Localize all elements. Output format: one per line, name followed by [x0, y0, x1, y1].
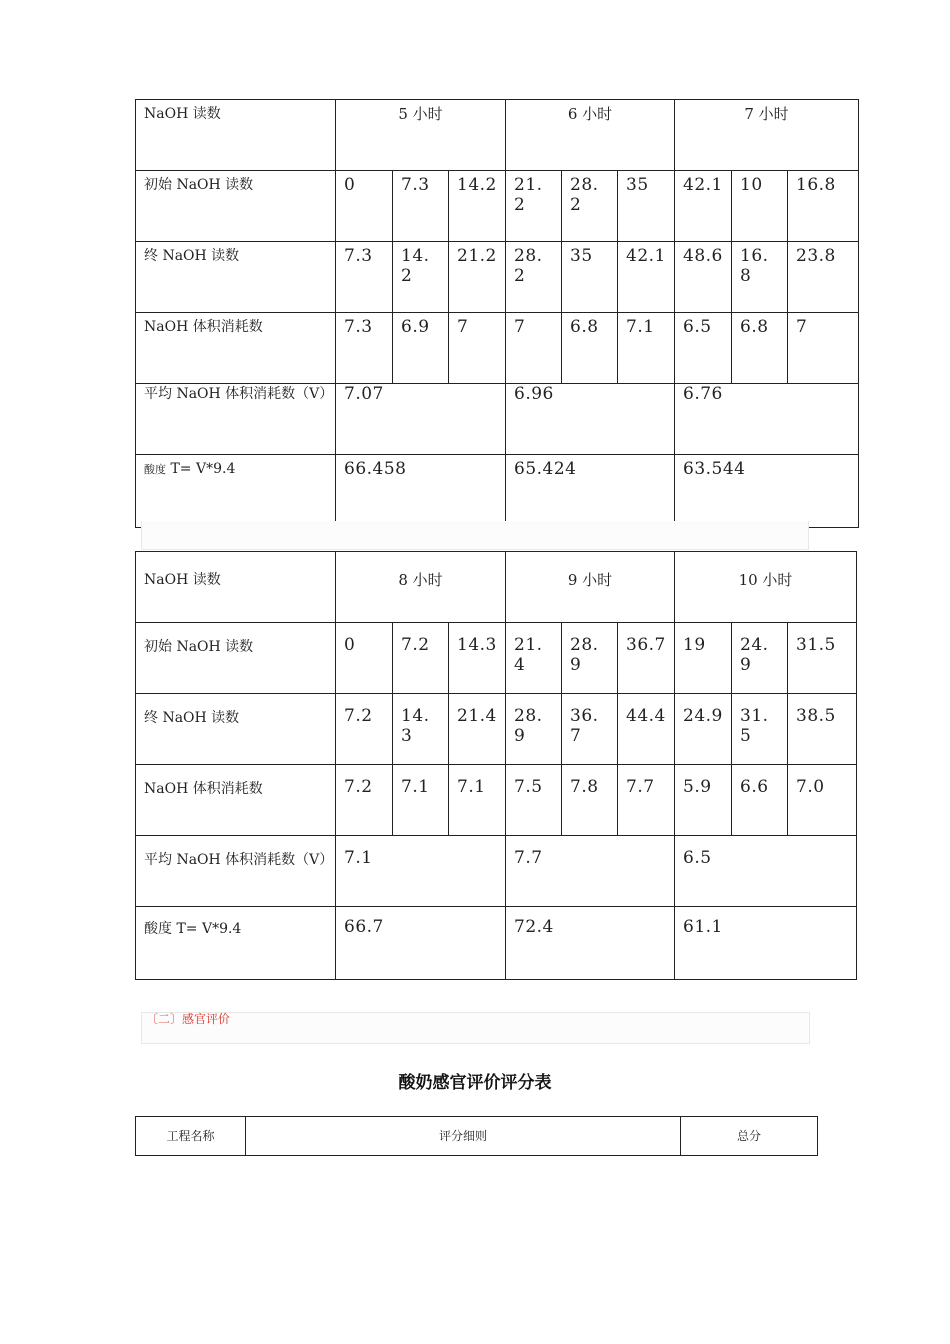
cell: 0 — [336, 171, 393, 242]
cell: 66.458 — [336, 455, 506, 528]
cell: 31.5 — [732, 694, 788, 765]
hour-header: 7 小时 — [675, 100, 859, 171]
cell: 63.544 — [675, 455, 859, 528]
cell: 28.9 — [562, 623, 618, 694]
cell: 28.2 — [562, 171, 618, 242]
cell: 61.1 — [675, 907, 857, 980]
cell: 7 — [449, 313, 506, 384]
cell: 0 — [336, 623, 393, 694]
row-label — [136, 455, 336, 528]
row-label: 终 NaOH 读数 — [136, 242, 336, 313]
cell: 42.1 — [618, 242, 675, 313]
cell: 14.2 — [393, 242, 449, 313]
cell: 35 — [562, 242, 618, 313]
cell: 16.8 — [788, 171, 859, 242]
cell: 5.9 — [675, 765, 732, 836]
cell: 24.9 — [675, 694, 732, 765]
cell: 35 — [618, 171, 675, 242]
row-label: 初始 NaOH 读数 — [136, 623, 336, 694]
row-label: NaOH 读数 — [136, 100, 336, 171]
cell: 6.5 — [675, 313, 732, 384]
acidity-formula: T= V*9.4 — [170, 461, 236, 477]
row-label: NaOH 体积消耗数 — [136, 313, 336, 384]
section-heading: 〔二〕感官评价 — [146, 1012, 231, 1026]
cell: 7.1 — [393, 765, 449, 836]
cell: 7.0 — [788, 765, 857, 836]
cell: 21.4 — [449, 694, 506, 765]
cell: 36.7 — [562, 694, 618, 765]
cell: 6.8 — [562, 313, 618, 384]
cell: 48.6 — [675, 242, 732, 313]
cell: 66.7 — [336, 907, 506, 980]
hour-header: 9 小时 — [506, 552, 675, 623]
cell: 14.3 — [393, 694, 449, 765]
titration-table-2 — [135, 551, 857, 980]
hour-header: 6 小时 — [506, 100, 675, 171]
cell: 7.7 — [618, 765, 675, 836]
table-row — [136, 694, 857, 765]
cell: 7.5 — [506, 765, 562, 836]
cell: 14.3 — [449, 623, 506, 694]
page-separator — [141, 1012, 810, 1044]
table-row — [136, 455, 859, 528]
cell: 7.1 — [618, 313, 675, 384]
column-header: 评分细则 — [246, 1117, 681, 1156]
cell: 24.9 — [732, 623, 788, 694]
sensory-score-table — [135, 1116, 818, 1156]
cell: 7.2 — [336, 694, 393, 765]
cell: 21.2 — [449, 242, 506, 313]
cell: 7.2 — [393, 623, 449, 694]
cell: 42.1 — [675, 171, 732, 242]
cell: 16.8 — [732, 242, 788, 313]
table-row — [136, 765, 857, 836]
cell: 7 — [788, 313, 859, 384]
row-label: 平均 NaOH 体积消耗数（V） — [136, 836, 336, 907]
column-header: 总分 — [681, 1117, 818, 1156]
cell: 31.5 — [788, 623, 857, 694]
table-row — [136, 1117, 818, 1156]
cell: 44.4 — [618, 694, 675, 765]
cell: 7.1 — [449, 765, 506, 836]
cell: 21.2 — [506, 171, 562, 242]
cell: 72.4 — [506, 907, 675, 980]
cell: 7 — [506, 313, 562, 384]
hour-header: 5 小时 — [336, 100, 506, 171]
cell: 7.2 — [336, 765, 393, 836]
cell: 7.8 — [562, 765, 618, 836]
cell: 14.2 — [449, 171, 506, 242]
cell: 6.5 — [675, 836, 857, 907]
column-header: 工程名称 — [136, 1117, 246, 1156]
table-row — [136, 384, 859, 455]
cell: 38.5 — [788, 694, 857, 765]
cell: 6.9 — [393, 313, 449, 384]
table-row — [136, 552, 857, 623]
cell: 6.96 — [506, 384, 675, 455]
cell: 21.4 — [506, 623, 562, 694]
cell: 7.7 — [506, 836, 675, 907]
hour-header: 8 小时 — [336, 552, 506, 623]
row-label: NaOH 体积消耗数 — [136, 765, 336, 836]
cell: 6.8 — [732, 313, 788, 384]
table-row — [136, 836, 857, 907]
titration-table-1 — [135, 99, 859, 528]
cell: 19 — [675, 623, 732, 694]
row-label: NaOH 读数 — [136, 552, 336, 623]
cell: 36.7 — [618, 623, 675, 694]
page-separator — [141, 521, 809, 550]
hour-header: 10 小时 — [675, 552, 857, 623]
table-row — [136, 623, 857, 694]
cell: 23.8 — [788, 242, 859, 313]
table-row — [136, 313, 859, 384]
cell: 65.424 — [506, 455, 675, 528]
table-row — [136, 171, 859, 242]
cell: 6.76 — [675, 384, 859, 455]
cell: 7.07 — [336, 384, 506, 455]
table-row — [136, 907, 857, 980]
cell: 6.6 — [732, 765, 788, 836]
cell: 7.1 — [336, 836, 506, 907]
row-label: 酸度 T= V*9.4 — [136, 907, 336, 980]
cell: 7.3 — [336, 313, 393, 384]
acidity-prefix: 酸度 — [144, 463, 166, 476]
cell: 7.3 — [393, 171, 449, 242]
row-label: 平均 NaOH 体积消耗数（V） — [136, 384, 336, 455]
table-row — [136, 100, 859, 171]
row-label: 初始 NaOH 读数 — [136, 171, 336, 242]
cell: 28.9 — [506, 694, 562, 765]
table-row — [136, 242, 859, 313]
score-table-title: 酸奶感官评价评分表 — [398, 1073, 552, 1093]
cell: 28.2 — [506, 242, 562, 313]
row-label: 终 NaOH 读数 — [136, 694, 336, 765]
cell: 10 — [732, 171, 788, 242]
cell: 7.3 — [336, 242, 393, 313]
